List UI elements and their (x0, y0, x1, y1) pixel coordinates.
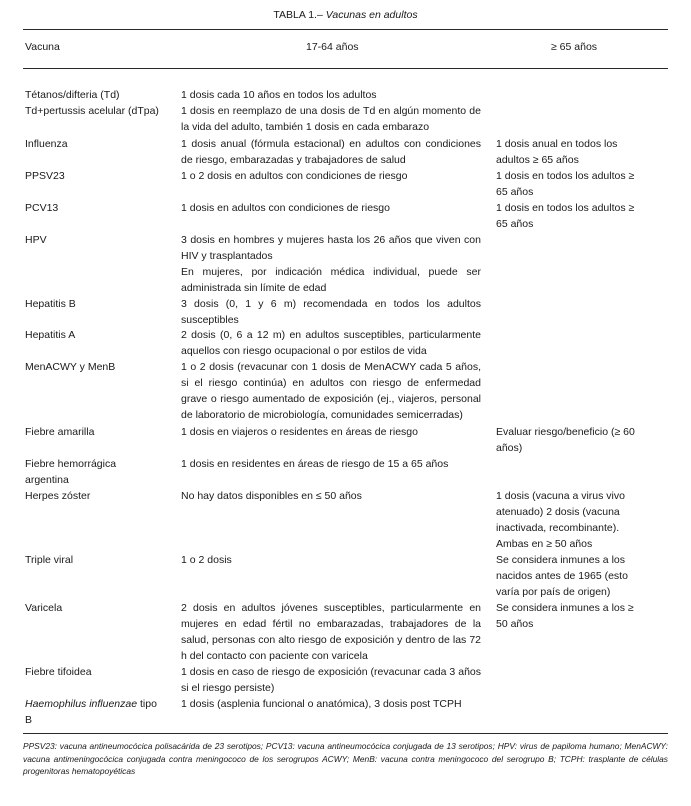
cell-vaccine: Influenza (25, 138, 68, 150)
cell-vaccine: Hepatitis B (25, 298, 76, 310)
cell-text: 3 dosis en hombres y mujeres hasta los 26 años que viven con HIV y trasplantados (181, 234, 481, 262)
cell-vaccine: Fiebre amarilla (25, 426, 95, 438)
cell-age-17-64: 1 o 2 dosis (181, 554, 232, 566)
header-vaccine: Vacuna (25, 41, 60, 53)
header-age-65: ≥ 65 años (551, 41, 598, 53)
cell-age-17-64: 1 o 2 dosis en adultos con condiciones de riesgo (181, 170, 408, 182)
cell-age-17-64: 1 dosis en adultos con condiciones de riesgo (181, 202, 390, 214)
table-title-lead: TABLA 1.– (273, 9, 323, 21)
cell-vaccine: PCV13 (25, 202, 59, 214)
cell-vaccine-italic: Haemophilus influenzae (25, 698, 138, 710)
cell-age-17-64: No hay datos disponibles en ≤ 50 años (181, 490, 362, 502)
top-rule (23, 29, 668, 30)
cell-age-65: Se considera inmunes a los ≥ 50 años (496, 602, 634, 630)
cell-vaccine-rest: tipo B (25, 698, 157, 726)
cell-age-17-64: 1 dosis en viajeros o residentes en áreas de riesgo (181, 426, 418, 438)
cell-age-17-64: 2 dosis en adultos jóvenes susceptibles, particularmente en mujeres en edad fértil no embarazadas, trabajadores de la salud, personas con alto riesgo de exposición y dentro de las 72 h del contacto con paciente con varicela (181, 602, 481, 662)
cell-age-65: 1 dosis anual en todos los adultos ≥ 65 años (496, 138, 618, 166)
cell-vaccine: Triple viral (25, 554, 74, 566)
cell-age-17-64: 3 dosis (0, 1 y 6 m) recomendada en todos los adultos susceptibles (181, 298, 481, 326)
cell-vaccine: Herpes zóster (25, 490, 91, 502)
header-age-17-64: 17-64 años (306, 41, 359, 53)
cell-vaccine: Fiebre hemorrágica argentina (25, 458, 117, 486)
table-footnote: PPSV23: vacuna antineumocócica polisacárida de 23 serotipos; PCV13: vacuna antineumocócica conjugada de 13 serotipos; HPV: virus de papiloma humano; MenACWY: vacuna antimeningocócica conjugada contra meningococo de los serogrupos ACWY; MenB: vacuna contra meningococo del serogrupo B; TCPH: trasplante de células progenitoras hematopoyéticas (23, 741, 668, 776)
cell-vaccine (25, 696, 160, 728)
cell-vaccine: HPV (25, 234, 47, 246)
cell-age-17-64: 1 dosis en residentes en áreas de riesgo de 15 a 65 años (181, 458, 449, 470)
cell-age-17-64 (181, 232, 481, 296)
cell-vaccine: Varicela (25, 602, 63, 614)
table-title (0, 9, 691, 21)
cell-vaccine: Hepatitis A (25, 329, 76, 341)
cell-age-65: 1 dosis en todos los adultos ≥ 65 años (496, 202, 635, 230)
cell-vaccine: PPSV23 (25, 170, 65, 182)
cell-age-65: Se considera inmunes a los nacidos antes de 1965 (esto varía por país de origen) (496, 554, 628, 598)
cell-vaccine: Tétanos/difteria (Td) (25, 89, 120, 101)
bottom-rule (23, 733, 668, 734)
cell-age-17-64: 1 dosis anual (fórmula estacional) en adultos con condiciones de riesgo, embarazadas y trabajadores de salud (181, 138, 481, 166)
cell-age-17-64: 1 o 2 dosis (revacunar con 1 dosis de MenACWY cada 5 años, si el riesgo continúa) en adultos con riesgo de enfermedad grave o riesgo aumentado de exposición (ej., viajeros, personal de laboratorio de microbiología, comunidades semicerradas) (181, 361, 481, 421)
cell-age-17-64: 1 dosis en caso de riesgo de exposición (revacunar cada 3 años si el riesgo persiste) (181, 666, 481, 694)
cell-age-65: 1 dosis (vacuna a virus vivo atenuado) 2 dosis (vacuna inactivada, recombinante). Ambas en ≥ 50 años (496, 490, 625, 550)
cell-vaccine: Fiebre tifoidea (25, 666, 92, 678)
cell-age-17-64: 1 dosis cada 10 años en todos los adultos (181, 89, 377, 101)
cell-age-17-64: 1 dosis en reemplazo de una dosis de Td en algún momento de la vida del adulto, también 1 dosis en cada embarazo (181, 105, 481, 133)
cell-vaccine: MenACWY y MenB (25, 361, 116, 373)
header-rule (23, 68, 668, 69)
cell-age-65: 1 dosis en todos los adultos ≥ 65 años (496, 170, 635, 198)
cell-vaccine: Td+pertussis acelular (dTpa) (25, 105, 159, 117)
cell-age-17-64: 2 dosis (0, 6 a 12 m) en adultos susceptibles, particularmente aquellos con riesgo ocupacional o por estilos de vida (181, 329, 481, 357)
cell-text-extra: En mujeres, por indicación médica individual, puede ser administrada sin límite de edad (181, 266, 481, 294)
cell-age-65: Evaluar riesgo/beneficio (≥ 60 años) (496, 426, 635, 454)
cell-age-17-64: 1 dosis (asplenia funcional o anatómica), 3 dosis post TCPH (181, 698, 462, 710)
table-title-subtitle: Vacunas en adultos (325, 9, 418, 21)
